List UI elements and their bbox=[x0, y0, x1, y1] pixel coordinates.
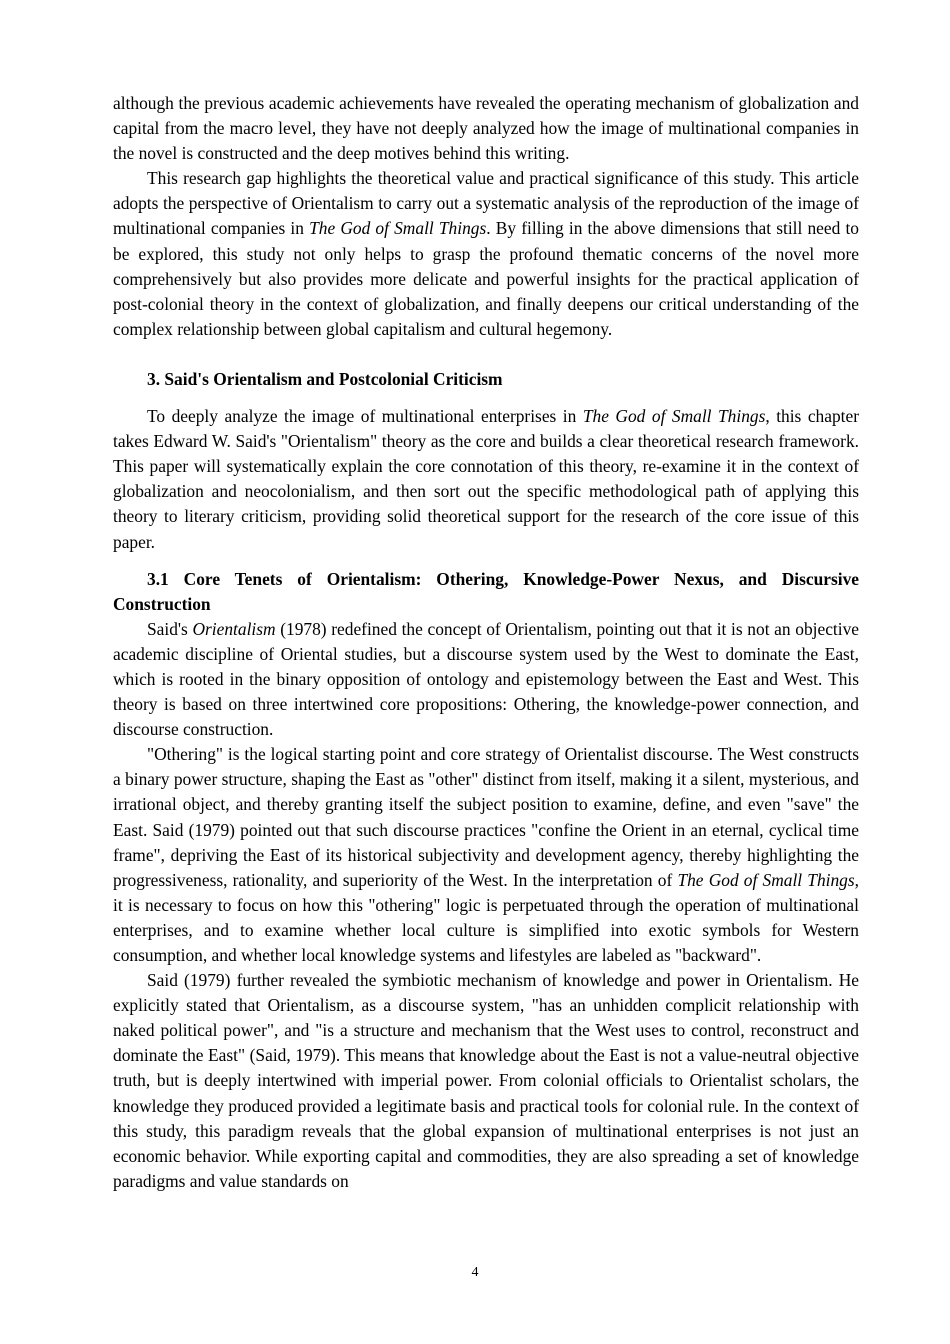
paragraph-text: , it is necessary to focus on how this "othering" logic is perpetuated through the operation of multinational enterprises, and to examine whether local culture is simplified into exotic symbols for Western consumption, and whether local knowledge systems and lifestyles are labeled as "backward". bbox=[113, 869, 859, 965]
paragraph-orientalism-definition bbox=[113, 617, 859, 742]
paragraph-research-gap bbox=[113, 166, 859, 342]
paragraph-othering bbox=[113, 742, 859, 968]
paragraph-continuation: although the previous academic achievements have revealed the operating mechanism of globalization and capital from the macro level, they have not deeply analyzed how the image of multinational companies in the novel is constructed and the deep motives behind this writing. bbox=[113, 93, 859, 164]
paragraph-text: Said's bbox=[147, 618, 193, 639]
book-title: The God of Small Things bbox=[582, 406, 766, 427]
paragraph-text: (1978) redefined the concept of Orientalism, pointing out that it is not an objective academic discipline of Oriental studies, but a discourse system used by the West to dominate the East, which is rooted in the binary opposition of ontology and epistemology between the East and West. This theory is based on three intertwined core propositions: Othering, the knowledge-power connection, and discourse construction. bbox=[113, 618, 859, 740]
paragraph-text: , this chapter takes Edward W. Said's "Orientalism" theory as the core and builds a clear theoretical research framework. This paper will systematically explain the core connotation of this theory, re-examine it in the context of globalization and neocolonialism, and then sort out the specific methodological path of applying this theory to literary criticism, providing solid theoretical support for the research of the core issue of this paper. bbox=[113, 406, 859, 552]
page-body bbox=[113, 91, 859, 1194]
paragraph-knowledge-power: Said (1979) further revealed the symbiotic mechanism of knowledge and power in Orientalism. He explicitly stated that Orientalism, as a discourse system, "has an unhidden complicit relationship with naked political power", and "is a structure and mechanism that the West uses to control, reconstruct and dominate the East" (Said, 1979). This means that knowledge about the East is not a value-neutral objective truth, but is deeply intertwined with imperial power. From colonial officials to Orientalist scholars, the knowledge they produced provided a legitimate basis and practical tools for colonial rule. In the context of this study, this paradigm reveals that the global expansion of multinational enterprises is not just an economic behavior. While exporting capital and commodities, they are also spreading a set of knowledge paradigms and value standards on bbox=[113, 970, 859, 1191]
paragraph-text: To deeply analyze the image of multinational enterprises in bbox=[147, 406, 583, 427]
book-title: Orientalism bbox=[192, 618, 276, 639]
page-number: 4 bbox=[471, 1265, 479, 1280]
book-title: The God of Small Things bbox=[309, 218, 487, 239]
paragraph-text: "Othering" is the logical starting point and core strategy of Orientalist discourse. The West constructs a binary power structure, shaping the East as "other" distinct from itself, making it a silent, mysterious, and irrational object, and thereby granting itself the subject position to examine, define, and even "save" the East. Said (1979) pointed out that such discourse practices "confine the Orient in an eternal, cyclical time frame", depriving the East of its historical subjectivity and development agency, thereby highlighting the progressiveness, rationality, and superiority of the West. In the interpretation of bbox=[113, 744, 859, 890]
book-title: The God of Small Things bbox=[677, 869, 855, 890]
section-heading: 3. Said's Orientalism and Postcolonial Criticism bbox=[147, 368, 503, 389]
paragraph-text: . By filling in the above dimensions that still need to be explored, this study not only helps to grasp the profound thematic concerns of the novel more comprehensively but also provides more delicate and powerful insights for the practical application of post-colonial theory in the context of globalization, and finally deepens our critical understanding of the complex relationship between global capitalism and cultural hegemony. bbox=[113, 218, 859, 339]
paragraph-text: This research gap highlights the theoretical value and practical significance of this study. This article adopts the perspective of Orientalism to carry out a systematic analysis of the reproduction of the image of multinational companies in bbox=[113, 168, 859, 239]
subsection-heading: 3.1 Core Tenets of Orientalism: Othering, Knowledge-Power Nexus, and Discursive Construction bbox=[113, 568, 859, 614]
paragraph-chapter-intro bbox=[113, 404, 859, 555]
